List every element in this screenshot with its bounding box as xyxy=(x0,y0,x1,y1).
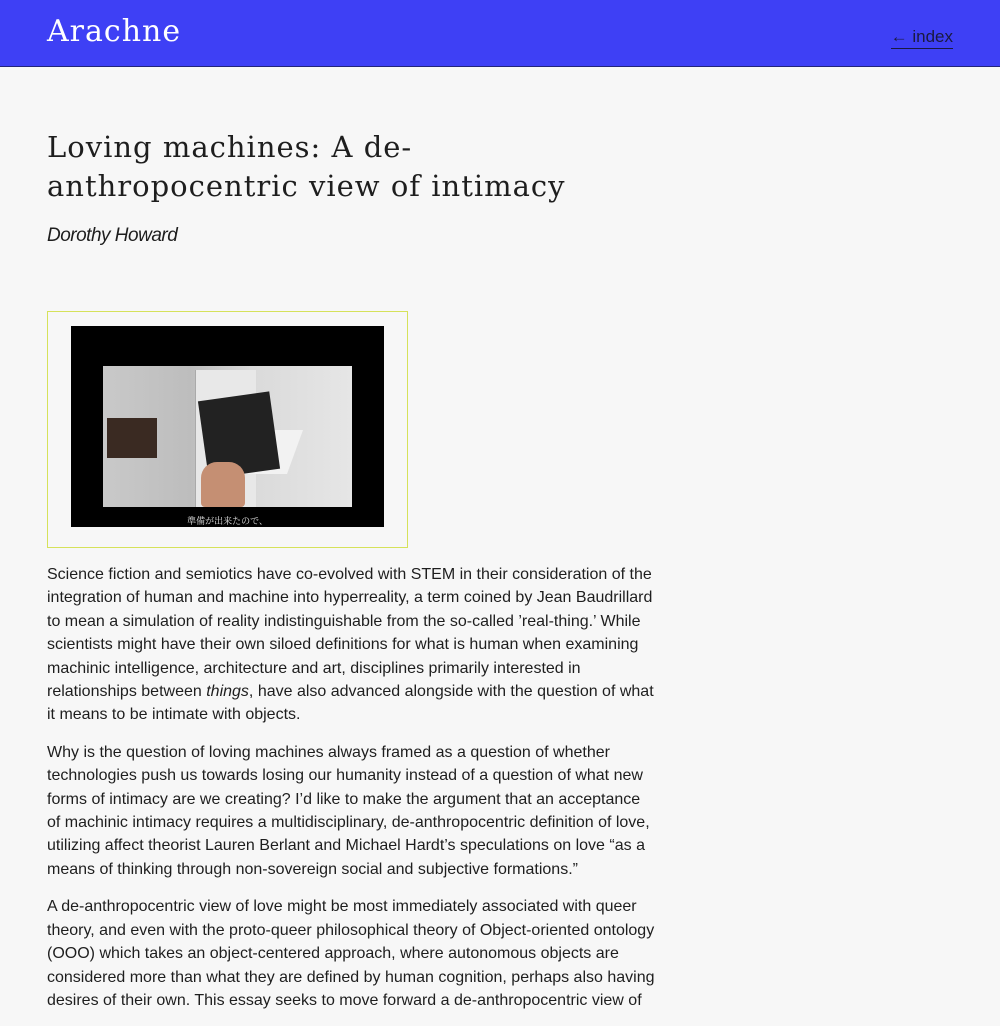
article-author: Dorothy Howard xyxy=(47,225,178,246)
video-subtitle: 準備が出来たので、 xyxy=(187,517,268,527)
paragraph-1-emphasis: things xyxy=(206,683,249,701)
site-header xyxy=(0,0,1000,67)
video-player[interactable] xyxy=(71,326,384,527)
scene-shelf xyxy=(107,418,157,458)
paragraph-1-text-end: , have also advanced alongside with the question of what it means to be intimate with objects. xyxy=(47,683,654,724)
article-title: Loving machines: A de-anthropocentric view of intimacy xyxy=(47,130,566,203)
video-frame xyxy=(103,366,352,507)
article xyxy=(47,128,657,1009)
paragraph-2: Why is the question of loving machines always framed as a question of whether technologies push us towards losing our humanity instead of a question of what new forms of intimacy are we creating? I’d like to make the argument that an acceptance of machinic intimacy requires a multidisciplinary, de-anthropocentric definition of love, utilizing affect theorist Lauren Berlant and Michael Hardt’s speculations on love “as a means of thinking through non-sovereign social and subjective formations.” xyxy=(47,743,650,878)
article-body xyxy=(47,563,657,1026)
paragraph-1-text: Science fiction and semiotics have co-evolved with STEM in their consideration of the integration of human and machine into hyperreality, a term coined by Jean Baudrillard to mean a simulation of reality indistinguishable from the so-called ’real-thing.’ While scientists might have their own siloed definitions for what is human when examining machinic intelligence, architecture and art, disciplines primarily interested in relationships between xyxy=(47,566,653,701)
paragraph-3: A de-anthropocentric view of love might be most immediately associated with queer theory, and even with the proto-queer philosophical theory of Object-oriented ontology (OOO) which takes an object-centered approach, where autonomous objects are considered more than what they are defined by human cognition, perhaps also having desires of their own. This essay seeks to move forward a de-anthropocentric view of xyxy=(47,898,655,1009)
index-link[interactable]: ← index xyxy=(891,27,953,49)
paragraph-1 xyxy=(47,563,657,727)
scene-hand xyxy=(201,462,245,507)
site-title[interactable]: Arachne xyxy=(47,14,182,49)
video-figure xyxy=(47,311,408,548)
